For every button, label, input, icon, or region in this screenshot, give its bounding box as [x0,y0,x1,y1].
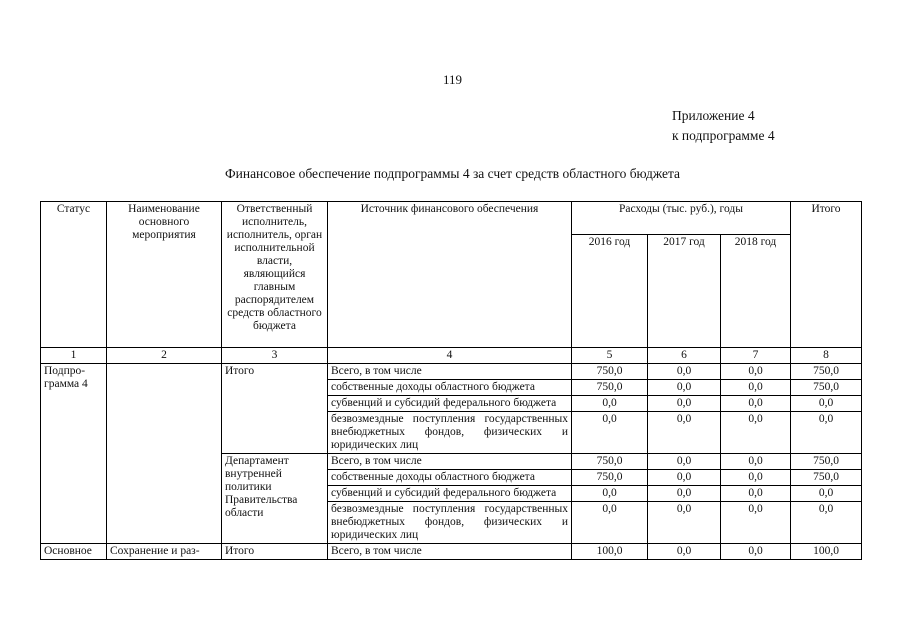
col-number: 8 [791,348,862,364]
header-year-2018: 2018 год [721,235,791,348]
value-2016: 750,0 [572,380,648,396]
value-total: 0,0 [791,396,862,412]
responsible-cell: Итого [222,544,328,560]
document-title: Финансовое обеспечение подпрограммы 4 за счет средств областного бюджета [224,166,681,181]
status-cell: Основное [41,544,107,560]
value-2018: 0,0 [721,380,791,396]
header-expenses: Расходы (тыс. руб.), годы [572,202,791,235]
value-2017: 0,0 [648,470,721,486]
value-2018: 0,0 [721,544,791,560]
name-cell [107,364,222,544]
value-2018: 0,0 [721,396,791,412]
value-total: 0,0 [791,502,862,544]
financing-table [40,201,862,560]
page-number: 119 [442,72,463,87]
value-2018: 0,0 [721,486,791,502]
value-2016: 0,0 [572,502,648,544]
appendix-line-1: Приложение 4 [672,108,755,123]
col-number: 4 [328,348,572,364]
source-cell: субвенций и субсидий федерального бюджета [328,486,572,502]
value-2016: 750,0 [572,364,648,380]
source-cell: Всего, в том числе [328,454,572,470]
col-number: 1 [41,348,107,364]
source-cell: безвозмездные поступления государственных внебюджетных фондов, физических и юридических лиц [328,412,572,454]
value-2016: 0,0 [572,486,648,502]
name-cell: Сохранение и раз- [107,544,222,560]
value-total: 0,0 [791,486,862,502]
col-number: 3 [222,348,328,364]
value-2017: 0,0 [648,412,721,454]
source-cell: субвенций и субсидий федерального бюджета [328,396,572,412]
value-2017: 0,0 [648,396,721,412]
value-2016: 750,0 [572,454,648,470]
value-total: 100,0 [791,544,862,560]
value-2017: 0,0 [648,454,721,470]
col-number: 2 [107,348,222,364]
value-2017: 0,0 [648,502,721,544]
value-total: 0,0 [791,412,862,454]
responsible-cell: Итого [222,364,328,454]
status-cell: Подпро-грамма 4 [41,364,107,544]
value-2017: 0,0 [648,486,721,502]
source-cell: Всего, в том числе [328,544,572,560]
value-2017: 0,0 [648,544,721,560]
value-2018: 0,0 [721,454,791,470]
source-cell: безвозмездные поступления государственных внебюджетных фондов, физических и юридических лиц [328,502,572,544]
responsible-cell: Департамент внутренней политики Правительства области [222,454,328,544]
source-cell: собственные доходы областного бюджета [328,380,572,396]
value-2018: 0,0 [721,470,791,486]
value-2018: 0,0 [721,502,791,544]
value-2018: 0,0 [721,364,791,380]
value-total: 750,0 [791,454,862,470]
col-number: 7 [721,348,791,364]
header-year-2017: 2017 год [648,235,721,348]
table-row [41,544,862,560]
header-status: Статус [41,202,107,348]
source-cell: собственные доходы областного бюджета [328,470,572,486]
header-name: Наименование основного мероприятия [107,202,222,348]
col-number: 5 [572,348,648,364]
header-responsible: Ответственный исполнитель, исполнитель, орган исполнительной власти, являющийся главным распорядителем средств областного бюджета [222,202,328,348]
value-total: 750,0 [791,364,862,380]
value-total: 750,0 [791,380,862,396]
value-2016: 750,0 [572,470,648,486]
value-2016: 0,0 [572,412,648,454]
table-row [41,364,862,380]
value-2016: 0,0 [572,396,648,412]
value-2017: 0,0 [648,380,721,396]
value-2018: 0,0 [721,412,791,454]
col-number: 6 [648,348,721,364]
appendix-line-2: к подпрограмме 4 [672,128,775,143]
value-2017: 0,0 [648,364,721,380]
header-source: Источник финансового обеспечения [328,202,572,348]
value-total: 750,0 [791,470,862,486]
value-2016: 100,0 [572,544,648,560]
source-cell: Всего, в том числе [328,364,572,380]
header-total: Итого [791,202,862,348]
header-year-2016: 2016 год [572,235,648,348]
